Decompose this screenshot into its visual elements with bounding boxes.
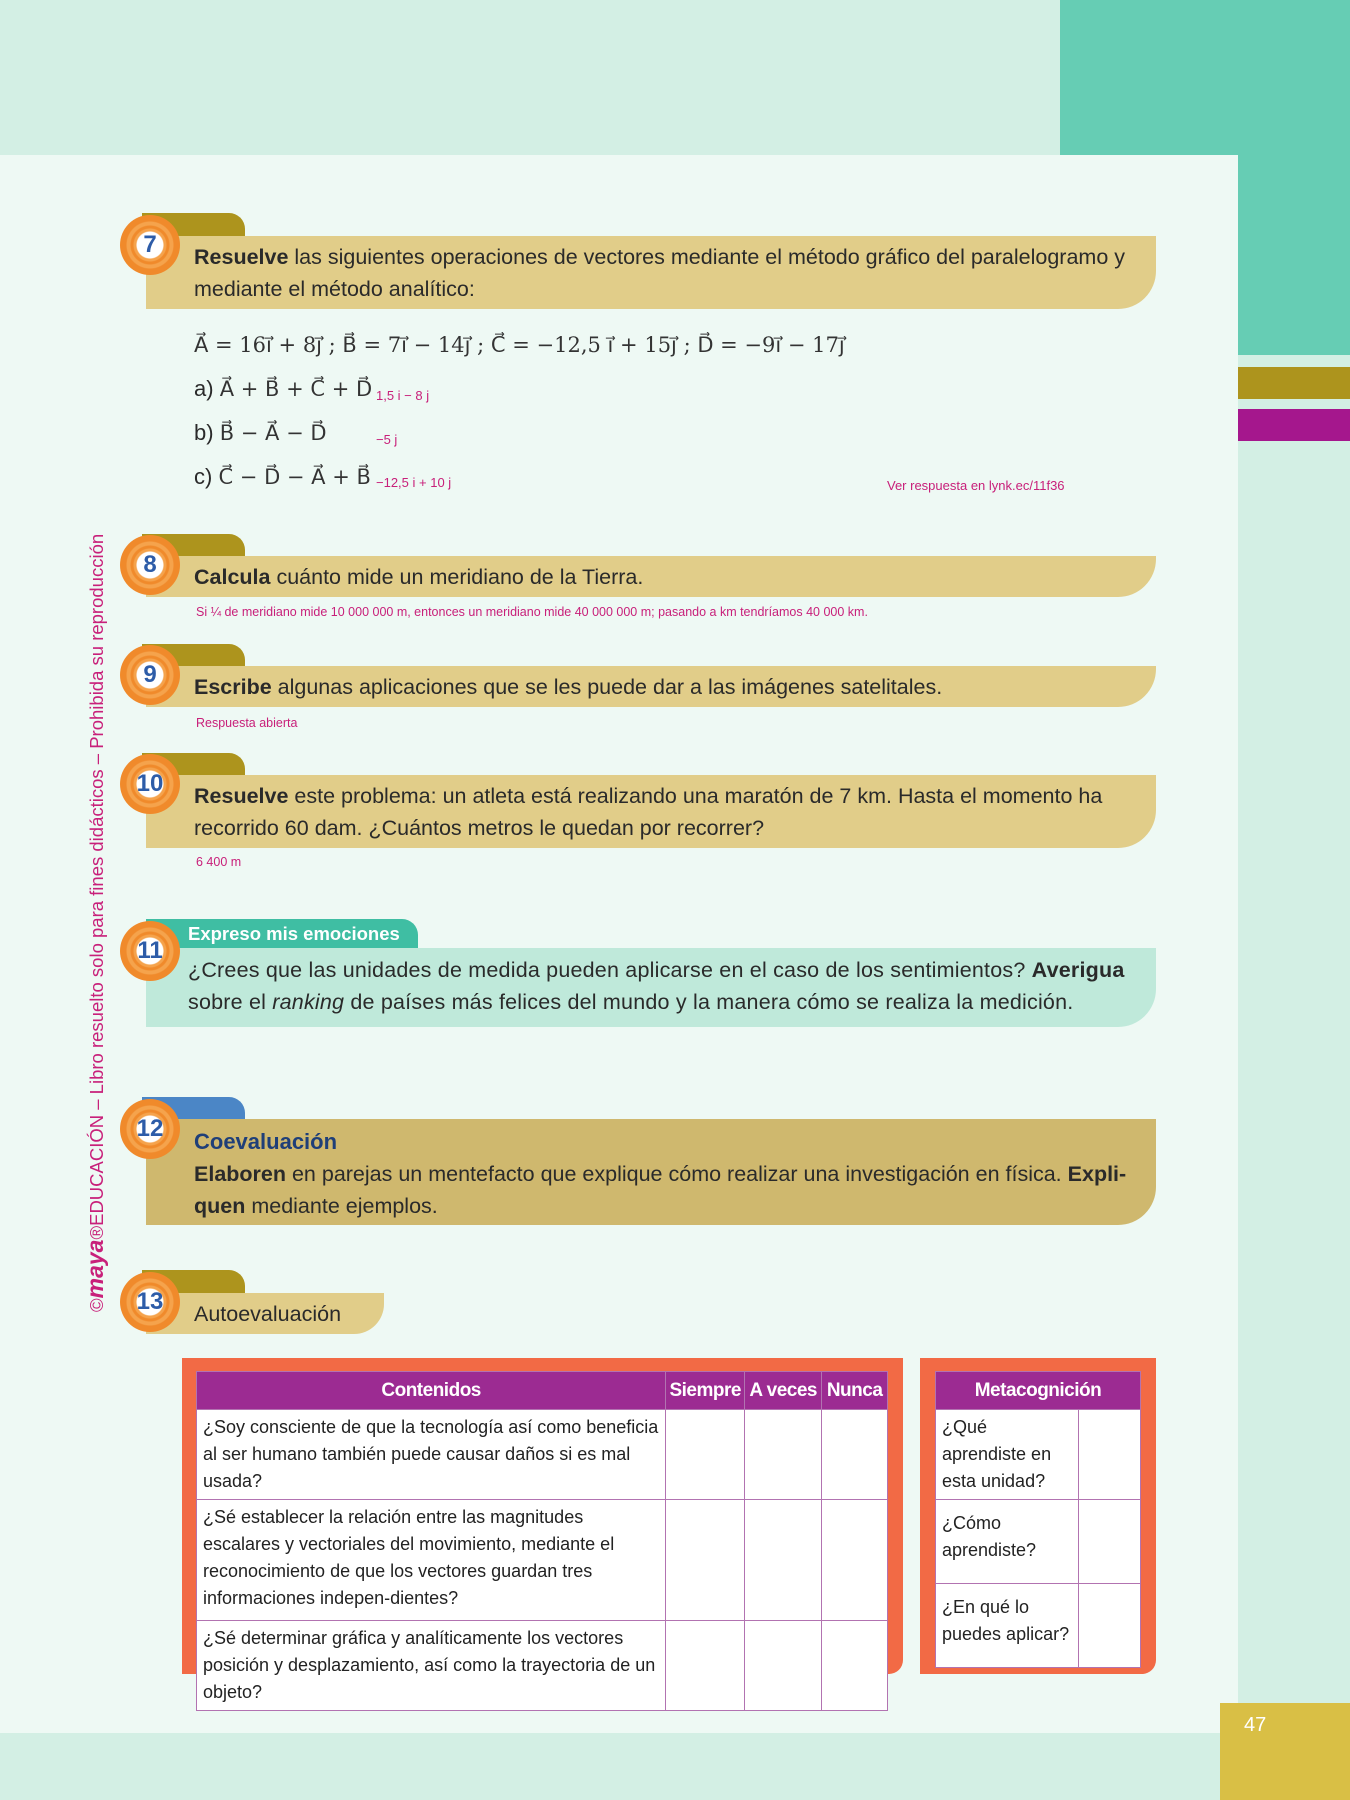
ex7-item-label: a) [194, 376, 214, 401]
header-contenidos: Contenidos [197, 1372, 666, 1410]
ex7-answer-a: 1,5 i − 8 j [376, 388, 430, 403]
ex12-number: 12 [136, 1115, 164, 1142]
ex7-item-expr: A⃗ + B⃗ + C⃗ + D⃗ [219, 377, 373, 401]
copyright-vertical-text [82, 472, 109, 1312]
checkbox-siempre[interactable] [666, 1621, 745, 1711]
ex10-instruction: este problema: un atleta está realizando una maratón de 7 km. Hasta el momento ha recorrido 60 dam. ¿Cuántos metros le quedan por recorrer? [194, 784, 1103, 840]
ex13-number-badge [120, 1272, 180, 1332]
meta-question: ¿Qué aprendiste en esta unidad? [936, 1410, 1079, 1500]
autoevaluacion-table [196, 1371, 888, 1711]
ex11-verb: Averigua [1031, 958, 1125, 982]
ex7-item-label: c) [194, 464, 213, 489]
ex12-verb: Elaboren [194, 1162, 286, 1186]
table-row [197, 1500, 888, 1621]
checkbox-nunca[interactable] [822, 1410, 888, 1500]
table-row-question: ¿Soy consciente de que la tecnología así como beneficia al ser humano también puede causar daños si es mal usada? [197, 1410, 666, 1500]
header-metacognicion: Metacognición [936, 1372, 1141, 1410]
checkbox-a-veces[interactable] [745, 1500, 822, 1621]
maya-logo: maya [82, 1239, 108, 1299]
ex7-number-badge [120, 215, 180, 275]
ex8-bar [146, 556, 1156, 597]
page-number: 47 [1244, 1714, 1267, 1736]
page-number-box [1220, 1703, 1350, 1800]
ex12-instruction-end: mediante ejemplos. [245, 1194, 438, 1218]
ex12-number-badge [120, 1099, 180, 1159]
ex11-italic-word: ranking [272, 990, 345, 1014]
side-olive-tab [1238, 367, 1350, 399]
ex9-instruction: algunas aplicaciones que se les puede dar a las imágenes satelitales. [271, 675, 943, 699]
ex11-text-end: de países más felices del mundo y la manera cómo se realiza la medición. [344, 990, 1074, 1014]
ex11-bar [146, 948, 1156, 1027]
ex12-bar [146, 1119, 1156, 1225]
ex9-bar [146, 666, 1156, 707]
ex13-number: 13 [136, 1288, 164, 1315]
meta-answer-cell[interactable] [1079, 1500, 1141, 1584]
meta-answer-cell[interactable] [1079, 1584, 1141, 1668]
meta-row [936, 1410, 1141, 1500]
meta-question: ¿En qué lo puedes aplicar? [936, 1584, 1079, 1668]
ex10-verb: Resuelve [194, 784, 289, 808]
ex8-number-badge [120, 535, 180, 595]
checkbox-nunca[interactable] [822, 1500, 888, 1621]
ex7-answer-link[interactable]: Ver respuesta en lynk.ec/11f36 [887, 478, 1065, 493]
ex11-question: ¿Crees que las unidades de medida pueden aplicarse en el caso de los sentimientos? [188, 958, 1032, 982]
ex7-equation: A⃗ = 16i⃗ + 8j⃗ ; B⃗ = 7i⃗ − 14j⃗ ; C⃗ = −12,5 i⃗ + 15j⃗ ; D⃗ = −9i⃗ − 17j⃗ [194, 333, 845, 357]
ex12-instruction: en parejas un mentefacto que explique cómo realizar una investigación en física. [286, 1162, 1068, 1186]
ex12-verb-2: Expli-quen [194, 1162, 1127, 1218]
registered-symbol: ® [86, 1225, 107, 1240]
ex9-verb: Escribe [194, 675, 272, 699]
header-siempre: Siempre [666, 1372, 745, 1410]
checkbox-a-veces[interactable] [745, 1621, 822, 1711]
ex10-answer: 6 400 m [196, 855, 242, 869]
ex13-bar [146, 1293, 384, 1334]
ex7-item-a [194, 376, 372, 402]
ex12-title: Coevaluación [194, 1129, 338, 1154]
checkbox-nunca[interactable] [822, 1621, 888, 1711]
ex9-number: 9 [143, 661, 157, 688]
ex10-bar [146, 775, 1156, 848]
ex11-tab: Expreso mis emociones [146, 919, 418, 949]
ex7-verb: Resuelve [194, 245, 289, 269]
ex7-item-expr: C⃗ − D⃗ − A⃗ + B⃗ [218, 465, 371, 489]
ex7-bar [146, 236, 1156, 309]
bottom-band [0, 1733, 1350, 1800]
meta-answer-cell[interactable] [1079, 1410, 1141, 1500]
metacognicion-table [935, 1371, 1141, 1668]
meta-row [936, 1500, 1141, 1584]
ex7-answer-c: −12,5 i + 10 j [376, 475, 452, 490]
table-header-row [197, 1372, 888, 1410]
ex7-item-label: b) [194, 420, 214, 445]
ex8-instruction: cuánto mide un meridiano de la Tierra. [270, 565, 644, 589]
table-row-question: ¿Sé determinar gráfica y analíticamente los vectores posición y desplazamiento, así como la trayectoria de un objeto? [197, 1621, 666, 1711]
table-row [197, 1410, 888, 1500]
ex9-answer: Respuesta abierta [196, 716, 298, 730]
ex7-item-c [194, 464, 371, 490]
ex8-verb: Calcula [194, 565, 271, 589]
copyright-symbol: © [86, 1298, 107, 1312]
ex8-number: 8 [143, 551, 157, 578]
meta-question: ¿Cómo aprendiste? [936, 1500, 1079, 1584]
ex11-text: sobre el [188, 990, 273, 1014]
meta-row [936, 1584, 1141, 1668]
side-magenta-tab [1238, 409, 1350, 441]
ex7-number: 7 [143, 231, 157, 258]
checkbox-siempre[interactable] [666, 1410, 745, 1500]
ex7-instruction: las siguientes operaciones de vectores mediante el método gráfico del paralelogramo y mediante el método analítico: [194, 245, 1126, 301]
ex7-answer-b: −5 j [376, 432, 398, 447]
table-row [197, 1621, 888, 1711]
ex10-number-badge [120, 754, 180, 814]
meta-header-row [936, 1372, 1141, 1410]
ex12-text [194, 1158, 1156, 1222]
ex11-number: 11 [137, 937, 163, 964]
table-row-question: ¿Sé establecer la relación entre las magnitudes escalares y vectoriales del movimiento, mediante el reconocimiento de que los vectores guardan tres informaciones indepen-dientes? [197, 1500, 666, 1621]
copyright-notice: EDUCACIÓN – Libro resuelto solo para fines didácticos – Prohibida su reproducción [86, 533, 107, 1226]
checkbox-a-veces[interactable] [745, 1410, 822, 1500]
ex13-title: Autoevaluación [194, 1302, 342, 1326]
ex7-item-expr: B⃗ − A⃗ − D⃗ [219, 421, 327, 445]
header-a-veces: A veces [745, 1372, 822, 1410]
ex9-number-badge [120, 645, 180, 705]
ex11-number-badge [120, 921, 180, 981]
ex10-number: 10 [136, 770, 164, 797]
ex7-item-b [194, 420, 327, 446]
checkbox-siempre[interactable] [666, 1500, 745, 1621]
ex8-answer: Si ¼ de meridiano mide 10 000 000 m, entonces un meridiano mide 40 000 000 m; pasando a km tendríamos 40 000 km. [196, 605, 868, 619]
header-nunca: Nunca [822, 1372, 888, 1410]
